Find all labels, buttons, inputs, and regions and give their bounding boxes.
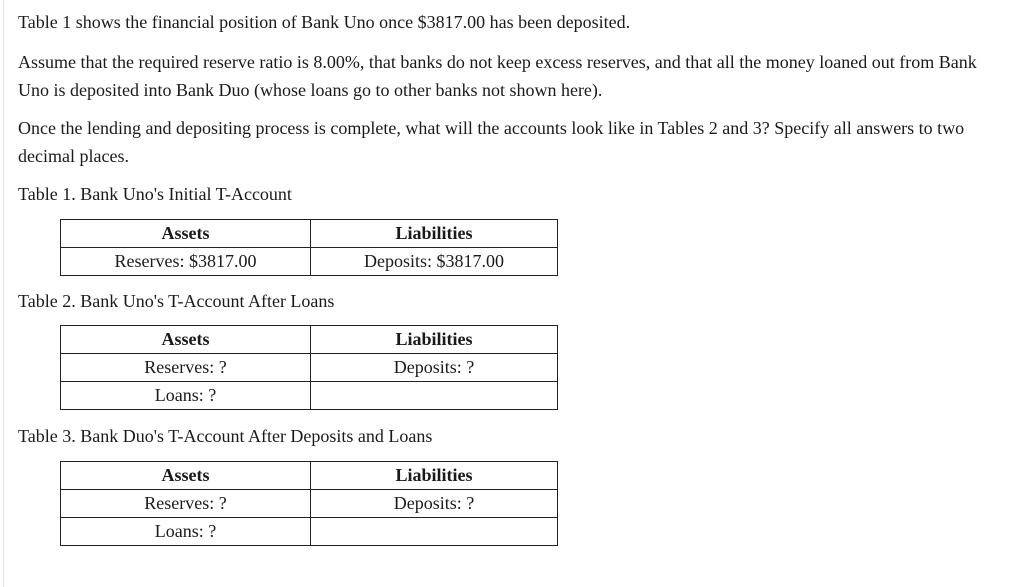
table-row: [61, 490, 558, 518]
table-row: [61, 248, 558, 276]
table-row: [61, 220, 558, 248]
table2-liabilities-header: Liabilities: [311, 326, 558, 354]
table-row: [61, 354, 558, 382]
table1-assets-header: Assets: [61, 220, 311, 248]
table3-assets-header: Assets: [61, 462, 311, 490]
table1-t-account: [60, 219, 558, 276]
table2-loans-cell: Loans: ?: [61, 382, 311, 410]
table1-caption: Table 1. Bank Uno's Initial T-Account: [18, 184, 292, 204]
table3-loans-cell: Loans: ?: [61, 518, 311, 546]
table-row: [61, 326, 558, 354]
left-border-rule: [3, 0, 4, 587]
table1-reserves-cell: Reserves: $3817.00: [61, 248, 311, 276]
intro-paragraph-3: Once the lending and depositing process is complete, what will the accounts look like in Tables 2 and 3? Specify all answers to two decimal places.: [18, 118, 965, 166]
table3-caption: Table 3. Bank Duo's T-Account After Deposits and Loans: [18, 426, 433, 446]
table2-t-account: [60, 325, 558, 410]
table3-liabilities-header: Liabilities: [311, 462, 558, 490]
table3-t-account: [60, 461, 558, 546]
table-row: [61, 382, 558, 410]
table-row: [61, 462, 558, 490]
table3-reserves-cell: Reserves: ?: [61, 490, 311, 518]
intro-paragraph-1: Table 1 shows the financial position of Bank Uno once $3817.00 has been deposited.: [18, 12, 631, 32]
intro-paragraph-2: Assume that the required reserve ratio is 8.00%, that banks do not keep excess reserves, and that all the money loaned out from Bank Uno is deposited into Bank Duo (whose loans go to other banks not shown here).: [18, 52, 977, 100]
table1-deposits-cell: Deposits: $3817.00: [311, 248, 558, 276]
table2-deposits-cell: Deposits: ?: [311, 354, 558, 382]
table2-reserves-cell: Reserves: ?: [61, 354, 311, 382]
table2-caption: Table 2. Bank Uno's T-Account After Loans: [18, 291, 335, 311]
table-row: [61, 518, 558, 546]
table3-deposits-cell: Deposits: ?: [311, 490, 558, 518]
table3-empty-cell: [311, 518, 558, 546]
table2-assets-header: Assets: [61, 326, 311, 354]
table1-liabilities-header: Liabilities: [311, 220, 558, 248]
table2-empty-cell: [311, 382, 558, 410]
